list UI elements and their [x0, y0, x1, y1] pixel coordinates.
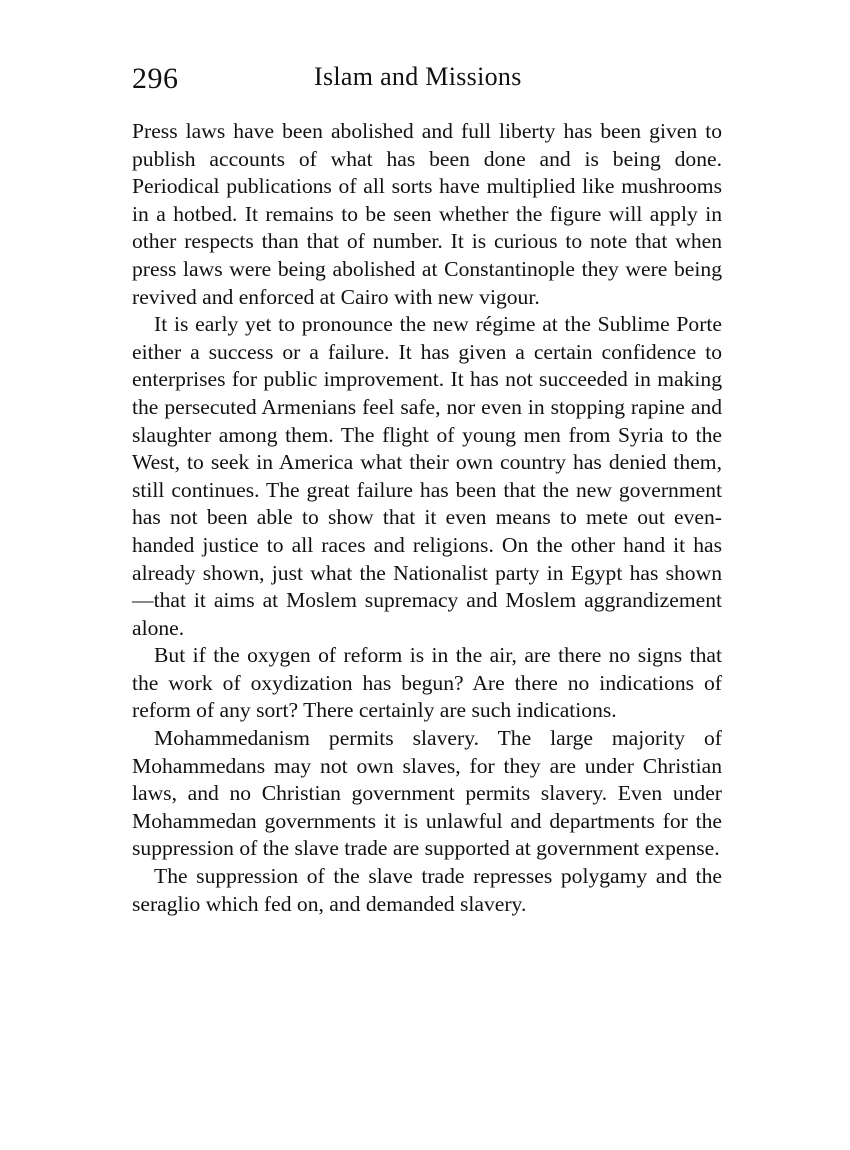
paragraph: The suppression of the slave trade represses polygamy and the seraglio which fed on, and demanded slavery. [132, 864, 722, 916]
page-header [132, 62, 722, 102]
paragraph: But if the oxygen of reform is in the air, are there no signs that the work of oxydization has begun? Are there no indications of reform of any sort? There certainly are such indications. [132, 643, 722, 723]
page-number: 296 [132, 62, 179, 95]
paragraph: Press laws have been abolished and full liberty has been given to publish accounts of what has been done and is being done. Periodical publications of all sorts have multiplied like mushrooms in a hotbed. It remains to be seen whether the figure will apply in other respects than that of number. It is curious to note that when press laws were being abolished at Constantinople they were being revived and enforced at Cairo with new vigour. [132, 119, 722, 309]
paragraph: It is early yet to pronounce the new régime at the Sublime Porte either a success or a failure. It has given a certain confidence to enterprises for public improvement. It has not succeeded in making the persecuted Armenians feel safe, nor even in stopping rapine and slaughter among them. The flight of young men from Syria to the West, to seek in America what their own country has denied them, still continues. The great failure has been that the new government has not been able to show that it even means to mete out even-handed justice to all races and religions. On the other hand it has already shown, just what the Nationalist party in Egypt has shown—that it aims at Moslem supremacy and Moslem aggrandizement alone. [132, 312, 722, 640]
paragraph: Mohammedanism permits slavery. The large majority of Mohammedans may not own slaves, for they are under Christian laws, and no Christian government permits slavery. Even under Mohammedan governments it is unlawful and departments for the suppression of the slave trade are supported at government expense. [132, 726, 722, 861]
body-text [132, 118, 722, 918]
running-title: Islam and Missions [314, 62, 522, 91]
